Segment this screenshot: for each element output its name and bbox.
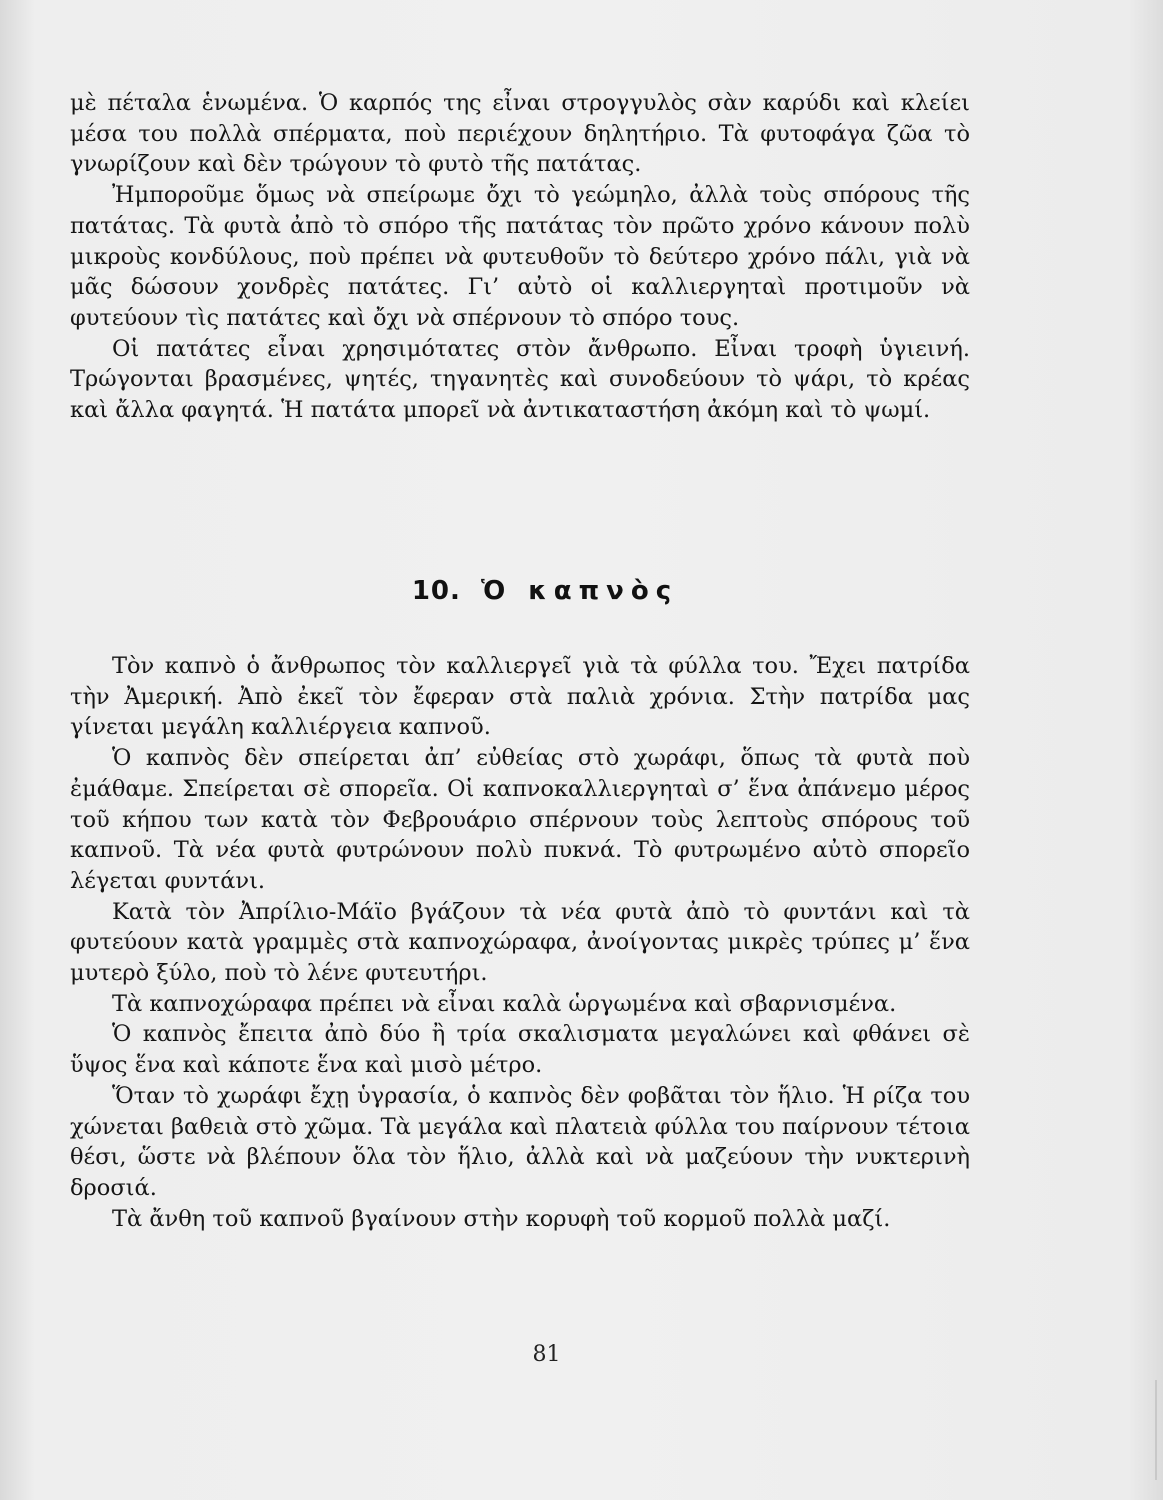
paragraph: Τὰ ἄνθη τοῦ καπνοῦ βγαίνουν στὴν κορυφὴ τοῦ κορμοῦ πολλὰ μαζί.: [112, 1205, 891, 1232]
page-number: 81: [532, 1342, 561, 1367]
page-edge-shadow: [1125, 1380, 1157, 1480]
paragraph: Οἱ πατάτες εἶναι χρησιμότατες στὸν ἄνθρωπο. Εἶναι τροφὴ ὑγιεινή. Τρώγονται βρασμένες, ψητές, τηγανητὲς καὶ συνοδεύουν τὸ ψάρι, τὸ κρέας καὶ ἄλλα φαγητά. Ἡ πατάτα μπορεῖ νὰ ἀντικαταστήση ἀκόμη καὶ τὸ ψωμί.: [70, 335, 970, 424]
paragraph: Ὁ καπνὸς ἔπειτα ἀπὸ δύο ἢ τρία σκαλισματα μεγαλώνει καὶ φθάνει σὲ ὕψος ἕνα καὶ κάποτε ἕνα καὶ μισὸ μέτρο.: [70, 1021, 970, 1079]
potato-text-continuation: [70, 88, 970, 426]
paragraph: Κατὰ τὸν Ἀπρίλιο-Μάϊο βγάζουν τὰ νέα φυτὰ ἀπὸ τὸ φυντάνι καὶ τὰ φυτεύουν κατὰ γραμμὲς στὰ καπνοχώραφα, ἀνοίγοντας μικρὲς τρύπες μ’ ἕνα μυτερὸ ξύλο, ποὺ τὸ λένε φυτευτήρι.: [70, 898, 970, 987]
paragraph: Τὸν καπνὸ ὁ ἄνθρωπος τὸν καλλιεργεῖ γιὰ τὰ φύλλα του. Ἔχει πατρίδα τὴν Ἀμερική. Ἀπὸ ἐκεῖ τὸν ἔφεραν στὰ παλιὰ χρόνια. Στὴν πατρίδα μας γίνεται μεγάλη καλλιέργεια καπνοῦ.: [70, 653, 970, 741]
paragraph: μὲ πέταλα ἑνωμένα. Ὁ καρπός της εἶναι στρογγυλὸς σὰν καρύδι καὶ κλείει μέσα του πολλὰ σπέρματα, ποὺ περιέχουν δηλητήριο. Τὰ φυτοφάγα ζῶα τὸ γνωρίζουν καὶ δὲν τρώγουν τὸ φυτὸ τῆς πατάτας.: [70, 90, 970, 178]
chapter-heading: [0, 576, 1090, 606]
chapter-title: Ὁ καπνὸς: [480, 576, 679, 606]
paragraph: Ἠμποροῦμε ὅμως νὰ σπείρωμε ὄχι τὸ γεώμηλο, ἀλλὰ τοὺς σπόρους τῆς πατάτας. Τὰ φυτὰ ἀπὸ τὸ σπόρο τῆς πατάτας τὸν πρῶτο χρόνο κάνουν πολὺ μικροὺς κονδύλους, ποὺ πρέπει νὰ φυτευθοῦν τὸ δεύτερο χρόνο πάλι, γιὰ νὰ μᾶς δώσουν χονδρὲς πατάτες. Γι’ αὐτὸ οἱ καλλιεργηταὶ προτιμοῦν νὰ φυτεύουν τὶς πατάτες καὶ ὄχι νὰ σπέρνουν τὸ σπόρο τους.: [70, 182, 970, 331]
paragraph: Τὰ καπνοχώραφα πρέπει νὰ εἶναι καλὰ ὡργωμένα καὶ σβαρνισμένα.: [112, 990, 897, 1017]
chapter-number: 10.: [411, 576, 461, 606]
paragraph: Ὁ καπνὸς δὲν σπείρεται ἀπ’ εὐθείας στὸ χωράφι, ὅπως τὰ φυτὰ ποὺ ἐμάθαμε. Σπείρεται σὲ σπορεῖα. Οἱ καπνοκαλλιεργηταὶ σ’ ἕνα ἀπάνεμο μέρος τοῦ κήπου των κατὰ τὸν Φεβρουάριο σπέρνουν τοὺς λεπτοὺς σπόρους τοῦ καπνοῦ. Τὰ νέα φυτὰ φυτρώνουν πολὺ πυκνά. Τὸ φυτρωμένο αὐτὸ σπορεῖο λέγεται φυντάνι.: [70, 745, 970, 894]
tobacco-text: [70, 651, 970, 1234]
paragraph: Ὅταν τὸ χωράφι ἔχῃ ὑγρασία, ὁ καπνὸς δὲν φοβᾶται τὸν ἥλιο. Ἡ ρίζα του χώνεται βαθειὰ στὸ χῶμα. Τὰ μεγάλα καὶ πλατειὰ φύλλα του παίρνουν τέτοια θέσι, ὥστε νὰ βλέπουν ὅλα τὸν ἥλιο, ἀλλὰ καὶ νὰ μαζεύουν τὴν νυκτερινὴ δροσιά.: [70, 1082, 970, 1201]
